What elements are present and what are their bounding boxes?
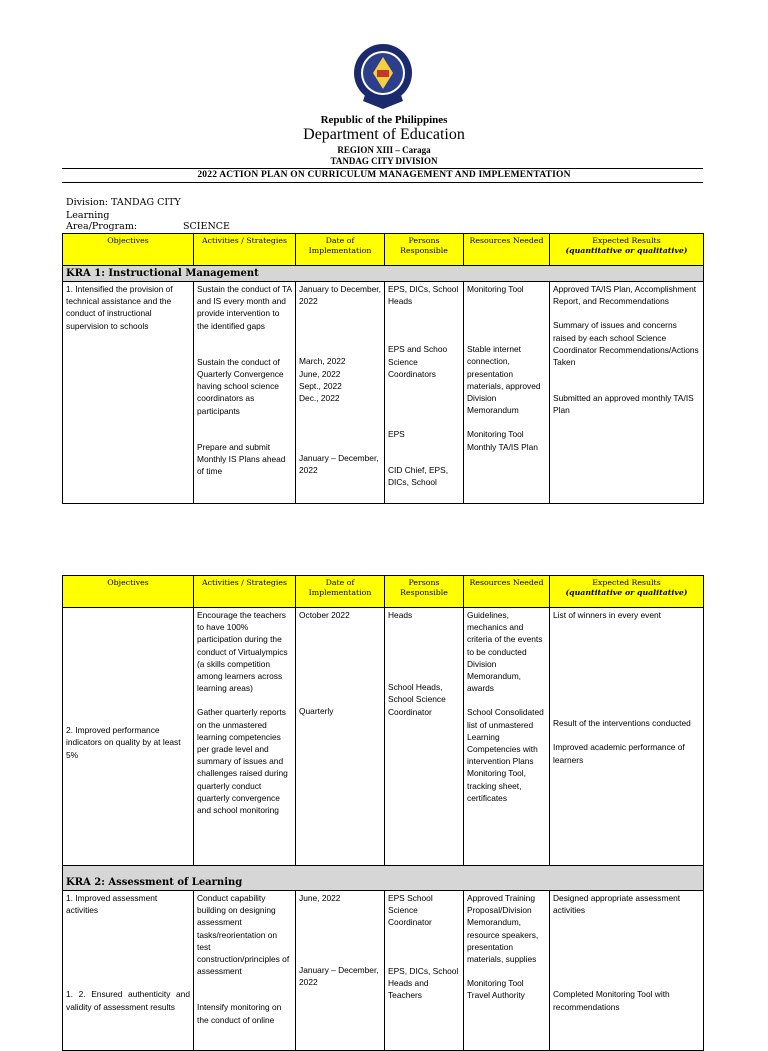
col-persons: Persons Responsible [385,576,464,608]
expected-7: Designed appropriate assessment activities [553,893,681,916]
department-name: Department of Education [303,126,465,143]
date-9: June, 2022 [299,893,341,903]
kra-row [63,866,704,891]
col-activities: Activities / Strategies [194,576,296,608]
resource-7: Approved Training Proposal/Division Memorandum, resource speakers, presentation materials, supplies [467,893,539,965]
expected-8: Completed Monitoring Tool with recommendations [553,989,670,1012]
col-resources: Resources Needed [464,234,550,266]
expected-1: Approved TA/IS Plan, Accomplishment Report, and Recommendations [553,284,697,307]
persons-1: EPS, DICs, School Heads [388,284,459,307]
col-expected-note: (quantitative or qualitative) [565,246,688,255]
activity-3: Prepare and submit Monthly IS Plans ahead of time [197,441,286,477]
document-title: 2022 ACTION PLAN ON CURRICULUM MANAGEMENT AND IMPLEMENTATION [197,170,571,180]
activity-7: Intensify monitoring on the conduct of online [197,1002,282,1025]
learning-area-value: SCIENCE [183,221,230,232]
division-line: TANDAG CITY DIVISION [330,156,438,166]
expected-cell [550,282,704,504]
division-field [66,197,181,208]
table-row [63,891,704,1051]
persons-6: School Heads, School Science Coordinator [388,682,446,717]
date-7: October 2022 [299,610,350,620]
date-cell [296,891,385,1051]
objective-4: 1. 2. Ensured authenticity and validity of assessment results [66,989,190,1012]
resources-cell [464,891,550,1051]
expected-cell [550,608,704,866]
col-date: Date of Implementation [296,234,385,266]
objective-2: 2. Improved performance indicators on quality by at least 5% [66,725,181,760]
date-4: Sept., 2022 [299,380,342,391]
expected-5: Result of the interventions conducted [553,718,691,729]
activities-cell [194,282,296,504]
header-rule-bottom [62,182,703,183]
resource-5: School Consolidated list of unmastered Learning Competencies with intervention Plans [467,707,544,767]
objective-3: 1. Improved assessment activities [66,893,158,916]
activities-cell [194,891,296,1051]
resources-cell [464,282,550,504]
deped-seal-logo [353,43,413,113]
activity-1: Sustain the conduct of TA and IS every month and provide intervention to the identified gaps [197,284,292,331]
date-5: Dec., 2022 [299,393,340,404]
col-expected-label: Expected Results [592,236,661,245]
expected-4: List of winners in every event [553,610,661,620]
activity-5: Gather quarterly reports on the unmastered learning competencies per grade level and summary of issues and challenges raised during quarterly conduct quarterly convergence and school monitoring [197,707,288,816]
col-objectives: Objectives [63,576,194,608]
activity-2: Sustain the conduct of Quarterly Convergence having school science coordinators as participants [197,356,284,416]
learning-area-field [66,210,230,232]
table-header-row [63,234,704,266]
kra-1-title: KRA 1: Instructional Management [63,266,704,282]
learning-area-label: Learning Area/Program: [66,210,138,232]
date-cell [296,282,385,504]
date-1: January to December, 2022 [299,284,381,307]
col-expected-note: (quantitative or qualitative) [565,588,688,597]
resource-6: Monitoring Tool, tracking sheet, certificates [467,768,526,803]
objective-cell [63,608,194,866]
col-expected [550,576,704,608]
col-expected [550,234,704,266]
persons-4: CID Chief, EPS, DICs, School [388,465,449,488]
objective-cell: 1. Intensified the provision of technical assistance and the conduct of instructional supervision to schools [63,282,194,504]
col-date: Date of Implementation [296,576,385,608]
date-8: Quarterly [299,706,334,717]
objective-cell [63,891,194,1051]
expected-cell [550,891,704,1051]
region-line: REGION XIII – Caraga [337,145,431,155]
date-6: January – December, 2022 [299,453,379,476]
resource-2: Stable internet connection, presentation materials, approved Division Memorandum [467,344,541,416]
activities-cell [194,608,296,866]
date-10: January – December, 2022 [299,965,379,988]
action-plan-table-2 [62,575,704,1051]
resource-8: Monitoring Tool Travel Authority [467,978,525,1001]
division-label: Division: [66,197,109,208]
col-resources: Resources Needed [464,576,550,608]
persons-5: Heads [388,610,413,620]
table-row [63,608,704,866]
col-activities: Activities / Strategies [194,234,296,266]
date-cell [296,608,385,866]
kra-row [63,266,704,282]
persons-2: EPS and Schoo Science Coordinators [388,344,448,379]
table-header-row [63,576,704,608]
date-2: March, 2022 [299,356,346,367]
col-expected-label: Expected Results [592,578,661,587]
table-row [63,282,704,504]
persons-7: EPS School Science Coordinator [388,893,433,928]
resources-cell [464,608,550,866]
republic-line: Republic of the Philippines [320,114,448,126]
activity-4: Encourage the teachers to have 100% participation during the conduct of Virtualympics (a skills competition among learners across learning areas) [197,610,288,694]
activity-6: Conduct capability building on designing assessment tasks/reorientation on test construction/principles of assessment [197,893,290,977]
resource-1: Monitoring Tool [467,284,524,294]
expected-3: Submitted an approved monthly TA/IS Plan [553,393,694,416]
action-plan-table-1 [62,233,704,504]
resource-4: Guidelines, mechanics and criteria of the events to be conducted Division Memorandum, awards [467,610,543,694]
header-rule-top [62,168,703,169]
persons-3: EPS [388,429,405,440]
persons-cell [385,608,464,866]
expected-2: Summary of issues and concerns raised by each school Science Coordinator Recommendations/Actions Taken [553,320,699,368]
division-value: TANDAG CITY [111,197,181,208]
persons-cell [385,282,464,504]
persons-cell [385,891,464,1051]
persons-8: EPS, DICs, School Heads and Teachers [388,965,459,1001]
resource-3: Monitoring Tool Monthly TA/IS Plan [467,429,538,452]
col-persons: Persons Responsible [385,234,464,266]
kra-2-title: KRA 2: Assessment of Learning [63,866,704,891]
col-objectives: Objectives [63,234,194,266]
expected-6: Improved academic performance of learners [553,742,685,765]
date-3: June, 2022 [299,368,341,379]
